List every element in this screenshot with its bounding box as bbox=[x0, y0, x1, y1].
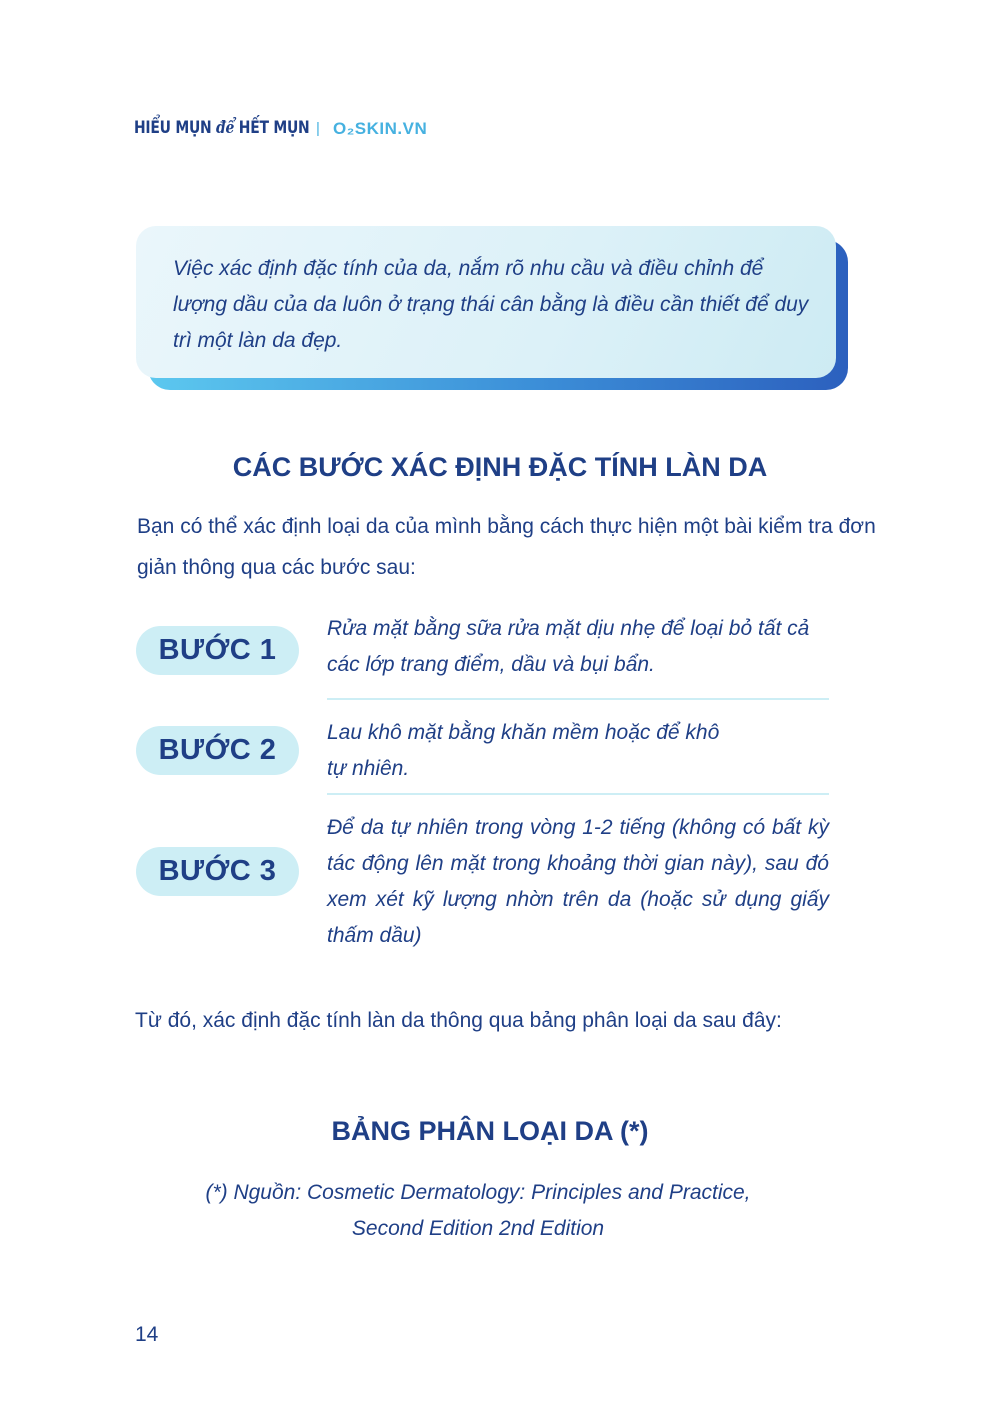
step-2-badge: BƯỚC 2 bbox=[136, 726, 299, 775]
callout-text: Việc xác định đặc tính của da, nắm rõ nhu cầu và điều chỉnh để lượng dầu của da luôn ở trạng thái cân bằng là điều cần thiết để duy trì một làn da đẹp. bbox=[173, 257, 809, 352]
step-2-text bbox=[327, 715, 829, 787]
brand-part1: HIỂU MỤN bbox=[134, 118, 212, 138]
callout-panel bbox=[136, 226, 836, 378]
step-divider-1 bbox=[327, 698, 829, 700]
conclusion-paragraph: Từ đó, xác định đặc tính làn da thông qua bảng phân loại da sau đây: bbox=[135, 1009, 782, 1032]
step-divider-2 bbox=[327, 793, 829, 795]
header-separator: | bbox=[316, 120, 320, 137]
step-2-text-line2: tự nhiên. bbox=[327, 757, 410, 780]
source-note bbox=[0, 1175, 1000, 1247]
intro-paragraph: Bạn có thể xác định loại da của mình bằng cách thực hiện một bài kiểm tra đơn giản thông qua các bước sau: bbox=[137, 515, 876, 579]
page-number: 14 bbox=[135, 1323, 159, 1346]
step-2-text-line1: Lau khô mặt bằng khăn mềm hoặc để khô bbox=[327, 721, 720, 744]
site-name: O₂SKIN.VN bbox=[333, 119, 428, 138]
brand-title bbox=[134, 118, 309, 138]
brand-de: để bbox=[216, 118, 235, 138]
callout-box bbox=[136, 226, 848, 390]
section-title: CÁC BƯỚC XÁC ĐỊNH ĐẶC TÍNH LÀN DA bbox=[232, 452, 768, 482]
source-line-2: Second Edition 2nd Edition bbox=[351, 1217, 605, 1240]
step-3-text: Để da tự nhiên trong vòng 1-2 tiếng (không có bất kỳ tác động lên mặt trong khoảng thời gian này), sau đó xem xét kỹ lượng nhờn trên da (hoặc sử dụng giấy thấm dầu) bbox=[327, 816, 829, 947]
step-3-badge: BƯỚC 3 bbox=[136, 847, 299, 896]
source-line-1: (*) Nguồn: Cosmetic Dermatology: Principles and Practice, bbox=[205, 1181, 751, 1204]
table-title: BẢNG PHÂN LOẠI DA (*) bbox=[331, 1116, 649, 1146]
step-1-badge: BƯỚC 1 bbox=[136, 626, 299, 675]
running-header bbox=[134, 118, 428, 138]
step-1-text: Rửa mặt bằng sữa rửa mặt dịu nhẹ để loại bỏ tất cả các lớp trang điểm, dầu và bụi bẩn. bbox=[327, 617, 810, 676]
brand-part2: HẾT MỤN bbox=[238, 118, 310, 138]
